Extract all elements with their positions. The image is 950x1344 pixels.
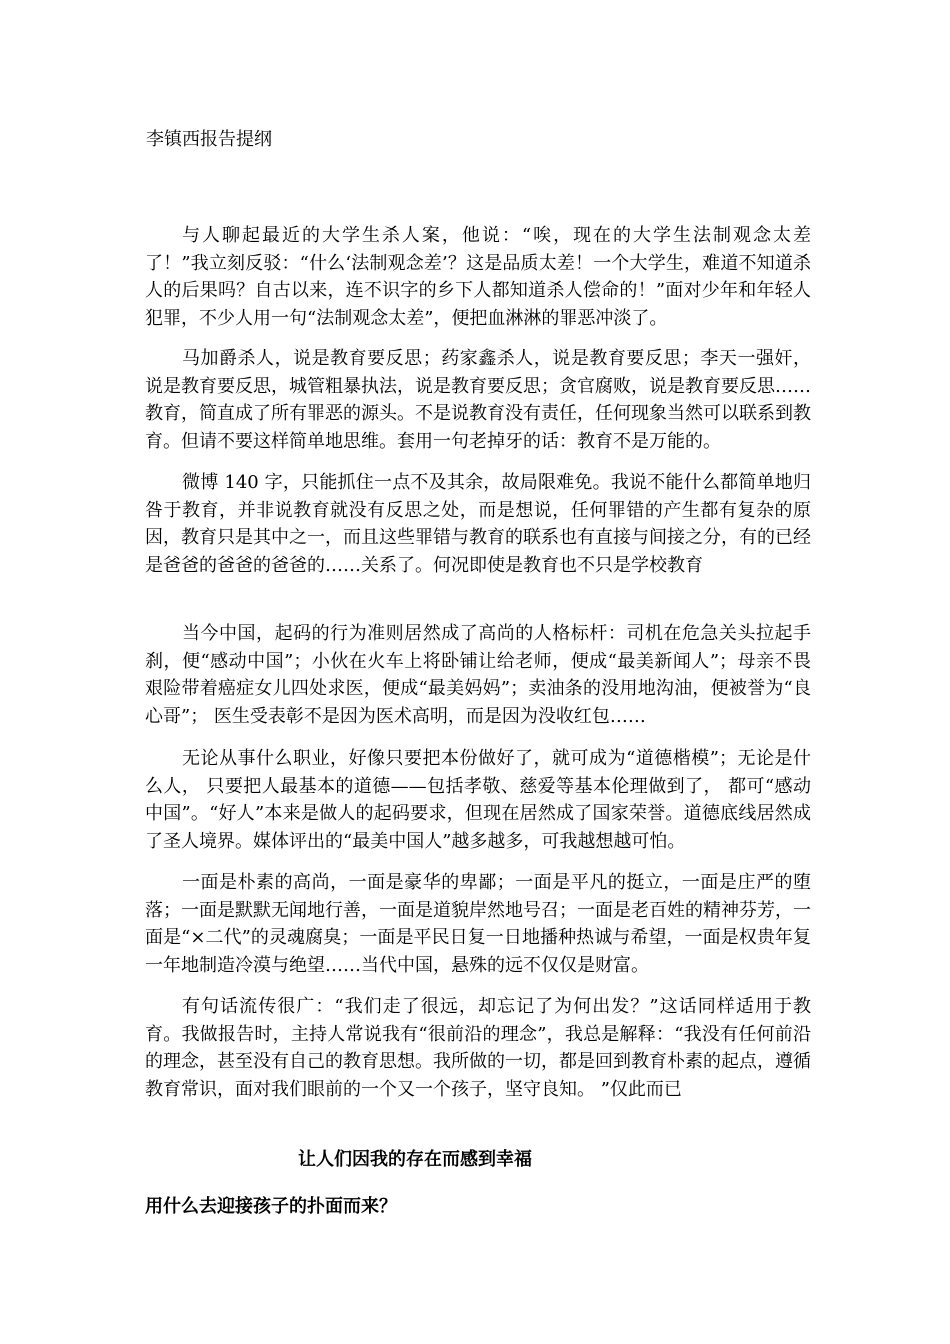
paragraph-moral-benchmark: 当今中国，起码的行为准则居然成了高尚的人格标杆：司机在危急关头拉起手刹，便“感动中国”；小伙在火车上将卧铺让给老师，便成“最美新闻人”；母亲不畏艰险带着癌症女儿四处求医，便成“最美妈妈”；卖油条的没用地沟油，便被誉为“良心哥”； 医生受表彰不是因为医术高明，而是因为没收红包…… [145,623,811,727]
paragraph-why-we-started: 有句话流传很广：“我们走了很远，却忘记了为何出发？”这话同样适用于教育。我做报告时，主持人常说我有“很前沿的理念”，我总是解释：“我没有任何前沿的理念，甚至没有自己的教育思想。我所做的一切，都是回到教育朴素的起点，遵循教育常识，面对我们眼前的一个又一个孩子，坚守良知。 ”仅此而已 [145,996,811,1100]
paragraph-contrasts: 一面是朴素的高尚，一面是豪华的卑鄙；一面是平凡的挺立，一面是庄严的堕落；一面是默默无闻地行善，一面是道貌岸然地号召；一面是老百姓的精神芬芳，一面是“×二代”的灵魂腐臭；一面是平民日复一日地播种热诚与希望，一面是权贵年复一年地制造冷漠与绝望……当代中国，悬殊的远不仅仅是财富。 [145,872,811,976]
sub-heading: 用什么去迎接孩子的扑面而来？ [145,1196,397,1217]
paragraph-college-murder: 与人聊起最近的大学生杀人案，他说：“唉，现在的大学生法制观念太差了！”我立刻反驳：“什么‘法制观念差’？这是品质太差！一个大学生，难道不知道杀人的后果吗？自古以来，连不识字的乡下人都知道杀人偿命的！”面对少年和年轻人犯罪，不少人用一句“法制观念太差”，便把血淋淋的罪恶冲淡了。 [145,225,811,329]
paragraph-moral-model: 无论从事什么职业，好像只要把本份做好了，就可成为“道德楷模”；无论是什么人， 只要把人最基本的道德——包括孝敬、慈爱等基本伦理做到了， 都可“感动中国”。“好人”本来是做人的起码要求，但现在居然成了国家荣誉。道德底线居然成了圣人境界。媒体评出的“最美中国人”越多越多，可我越想越可怕。 [145,748,811,852]
section-heading: 让人们因我的存在而感到幸福 [298,1149,532,1170]
document-title: 李镇西报告提纲 [146,129,272,150]
paragraph-weibo-140: 微博 140 字，只能抓住一点不及其余，故局限难免。我说不能什么都简单地归咎于教育，并非说教育就没有反思之处，而是想说，任何罪错的产生都有复杂的原因，教育只是其中之一，而且这些罪错与教育的联系也有直接与间接之分，有的已经是爸爸的爸爸的爸爸的……关系了。何况即使是教育也不只是学校教育 [145,472,811,576]
paragraph-education-reflection: 马加爵杀人，说是教育要反思；药家鑫杀人，说是教育要反思；李天一强奸，说是教育要反思，城管粗暴执法，说是教育要反思；贪官腐败，说是教育要反思……教育，简直成了所有罪恶的源头。不是说教育没有责任，任何现象当然可以联系到教育。但请不要这样简单地思维。套用一句老掉牙的话：教育不是万能的。 [145,348,811,452]
